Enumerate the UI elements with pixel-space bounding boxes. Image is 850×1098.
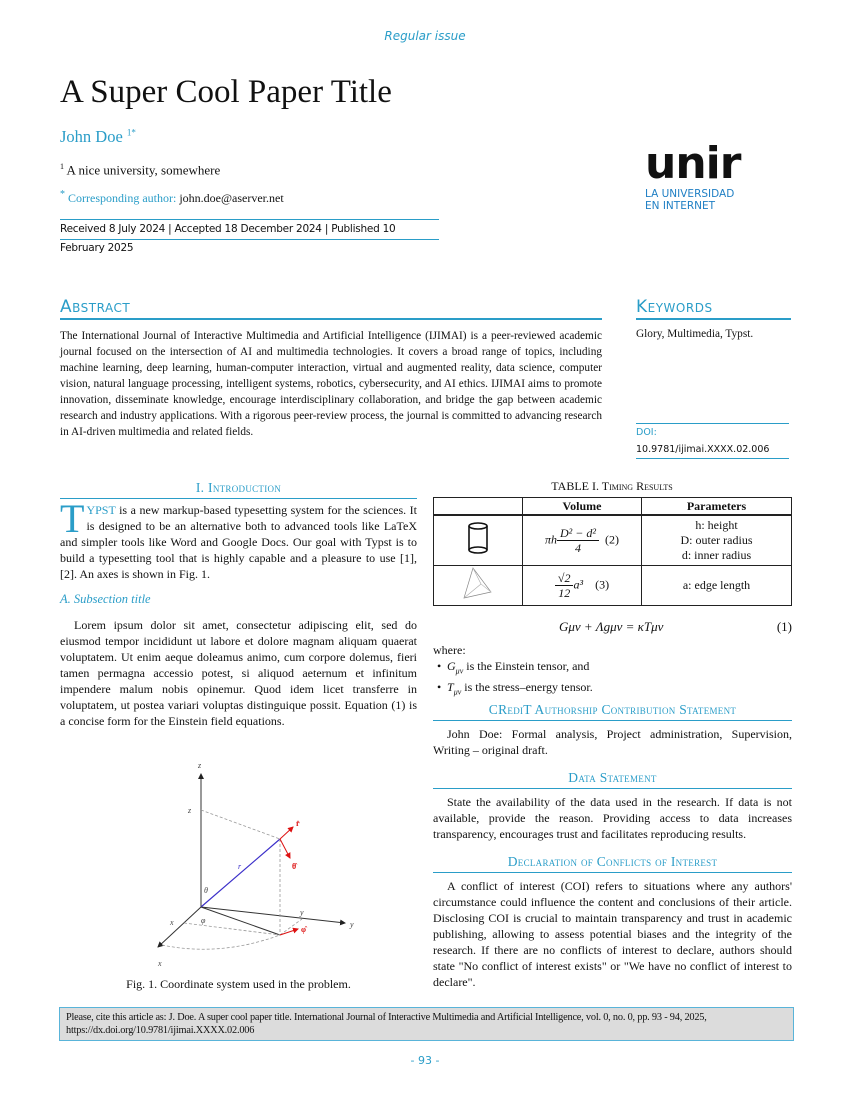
list-item: • $T_{\mu\nu}$ is the stress–energy tensor. <box>447 679 593 700</box>
university-logo <box>645 138 775 212</box>
intro-body: is a new markup-based typesetting system for the sciences. It is designed to be an alternative both to advanced tools like LaTeX and simpler tools like Word and Google Docs. Our goal with Typst is to build a typesetting tool that is highly capable and a pleasure to use [1], [2]. An axes is shown in Fig. 1. <box>60 503 417 581</box>
coi-paragraph: A conflict of interest (COI) refers to situations where any authors' circumstance could influence the content and conclusions of their article. Disclosing COI is crucial to maintain transparency and trust in academic publishing, allowing to assess potential biases and the integrity of the research. If there are no conflicts of interest to declare, authors should state "No conflict of interest exists" or "We have no conflict of interest to declare". <box>433 879 792 989</box>
phi-hat-label: φ̂ <box>301 925 306 934</box>
table-caption: TABLE I. Timing Results <box>551 479 673 493</box>
table-row <box>434 515 792 565</box>
page-number: - 93 - <box>410 1054 440 1067</box>
affiliation-mark: 1 <box>60 162 64 171</box>
credit-heading: CRediT Authorship Contribution Statement <box>433 701 792 721</box>
publication-dates: Received 8 July 2024 | Accepted 18 December 2024 | Published 10 February 2025 <box>60 219 439 240</box>
author-marks: 1* <box>126 127 136 138</box>
abstract-heading: Abstract <box>60 297 602 320</box>
equation-number: (3) <box>595 576 610 591</box>
affiliation <box>60 162 220 178</box>
y-axis-label: y <box>350 920 354 929</box>
param: a: edge length <box>682 577 751 592</box>
x-tick-label: x <box>170 918 174 927</box>
volume-cell <box>523 515 642 565</box>
issue-label: Regular issue <box>384 29 466 43</box>
drop-cap: T <box>60 496 85 541</box>
citation-box: Please, cite this article as: J. Doe. A super cool paper title. International Journal of Interactive Multimedia and Artificial Intelligence, vol. 0, no. 0, pp. 93 - 94, 2025, https://dx.doi.org/10.9781/ijimai.XXXX.02.006 <box>59 1007 794 1041</box>
x-axis-label: x <box>158 959 162 968</box>
coi-heading: Declaration of Conflicts of Interest <box>433 853 792 873</box>
logo-mark: unir <box>645 138 741 189</box>
intro-lead: YPST <box>86 503 116 517</box>
logo-line1: LA UNIVERSIDAD <box>645 188 735 200</box>
y-tick-label: y <box>300 908 304 917</box>
definition-text: is the Einstein tensor, and <box>466 659 590 673</box>
credit-paragraph: John Doe: Formal analysis, Project administration, Supervision, Writing – original draft. <box>433 727 792 757</box>
lorem-paragraph: Lorem ipsum dolor sit amet, consectetur adipiscing elit, sed do eiusmod tempor incididunt ut labore et dolore magnam aliquam quaerat voluptatem. Ut enim aeque doleamus animo, cum corpore dolemus, fieri tamen permagna accessio potest, si aliquod aeternum et infinitum impendere malum nobis opinemur. Quod idem licet transferre in voluptatem, ut postea variari voluptas distinguique possit. Equation (1) is a concise form for the Einstein field equations. <box>60 618 417 728</box>
table-row <box>434 565 792 605</box>
table-header-row <box>434 498 792 516</box>
corresponding-label: Corresponding author: <box>68 191 177 205</box>
tetrahedron-icon <box>434 565 523 605</box>
phi-label: φ <box>201 916 206 925</box>
parameters-cell <box>642 565 792 605</box>
volume-suffix: a³ <box>573 576 584 591</box>
logo-line2: EN INTERNET <box>645 200 716 212</box>
keywords-body: Glory, Multimedia, Typst. <box>636 328 754 340</box>
theta-hat-label: θ̂ <box>292 862 297 871</box>
keywords-heading: Keywords <box>636 297 791 320</box>
param: h: height <box>695 517 738 532</box>
r-hat-label: r̂ <box>296 819 300 828</box>
table-header-parameters: Parameters <box>642 498 792 516</box>
where-block <box>433 642 593 701</box>
symbol: T <box>447 680 454 695</box>
cylinder-icon <box>434 515 523 565</box>
introduction-heading: I. Introduction <box>60 479 417 499</box>
definition-text: is the stress–energy tensor. <box>464 680 593 695</box>
volume-denominator: 12 <box>558 585 571 600</box>
table-header-shape <box>434 498 523 516</box>
where-label: where: <box>433 643 466 657</box>
corresponding-email[interactable]: john.doe@aserver.net <box>179 191 284 205</box>
data-statement-paragraph: State the availability of the data used in the research. If data is not available, provide the reason. Providing access to data increases transparency, encourages trust and facilitates reproducing results. <box>433 795 792 841</box>
definition-list <box>433 658 593 701</box>
introduction-paragraph <box>60 496 417 582</box>
doi-label: DOI: <box>636 427 657 438</box>
data-statement-heading: Data Statement <box>433 769 792 789</box>
author-text: John Doe <box>60 127 123 146</box>
paper-title: A Super Cool Paper Title <box>60 74 392 110</box>
doi-value[interactable]: 10.9781/ijimai.XXXX.02.006 <box>636 444 770 455</box>
param: d: inner radius <box>681 547 752 562</box>
subsection-title: A. Subsection title <box>60 592 151 606</box>
timing-results-table <box>433 497 792 606</box>
list-item: • $G_{\mu\nu}$ is the Einstein tensor, and <box>447 658 593 679</box>
author-name <box>60 127 136 147</box>
coordinate-figure <box>160 757 370 972</box>
volume-numerator: D² − d² <box>557 526 599 541</box>
equation-expression: Gμν + Λgμν = κTμν <box>559 619 664 634</box>
abstract-body: The International Journal of Interactive Multimedia and Artificial Intelligence (IJIMAI) is a peer-reviewed academic journal focused on the intersection of AI and multimedia technologies. It covers a broad range of topics, including machine learning, deep learning, human-computer interaction, virtual and augmented reality, data science, computer vision, natural language processing, intelligent systems, robotics, cybersecurity, and AI ethics. IJIMAI aims to promote innovation, disseminate knowledge, encourage interdisciplinary collaboration, and bridge the gap between academic research and industry applications. With a rigorous peer-review process, the journal is committed to advancing research in AI-driven multimedia and related fields. <box>60 330 602 438</box>
z-tick-label: z <box>188 806 192 815</box>
parameters-cell <box>642 515 792 565</box>
affiliation-text: A nice university, somewhere <box>66 162 221 178</box>
figure-caption: Fig. 1. Coordinate system used in the problem. <box>126 977 351 991</box>
corresponding-mark: * <box>60 189 65 200</box>
symbol: G <box>447 659 456 673</box>
equation-number: (1) <box>776 619 792 634</box>
param: D: outer radius <box>680 532 753 547</box>
z-axis-label: z <box>198 761 202 770</box>
corresponding-author <box>60 189 284 206</box>
spherical-coordinates-diagram <box>160 757 370 972</box>
volume-cell <box>523 565 642 605</box>
doi <box>636 423 789 459</box>
volume-numerator: √2 <box>555 571 574 586</box>
theta-label: θ <box>204 886 208 895</box>
r-label: r <box>238 862 242 871</box>
equation-number: (2) <box>604 532 619 546</box>
table-header-volume: Volume <box>523 498 642 516</box>
volume-denominator: 4 <box>575 540 581 555</box>
volume-prefix: πh <box>545 532 558 546</box>
